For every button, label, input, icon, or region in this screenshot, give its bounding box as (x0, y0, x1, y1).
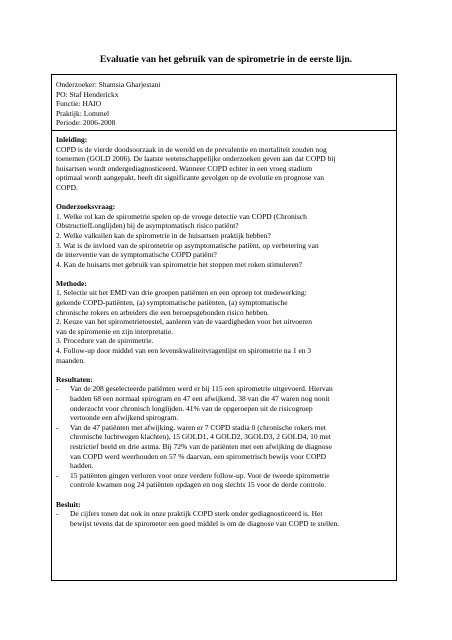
result-line: controle kwamen nog 24 patiënten opdagen en nog slechts 15 voor de derde controle. (70, 480, 327, 490)
section-heading: Besluit: (56, 499, 81, 509)
section-heading: Inleiding: (56, 134, 88, 144)
method-line: van de spiromenie en zijn interpretatie. (56, 326, 174, 336)
method-line: gekende COPD-patiënten, (a) symptomatische patiënten, (a) symptomatische (56, 298, 288, 308)
method-line: 1. Selectie uit het EMD van drie groepen patiënten en een oproep tot medewerking: (56, 288, 307, 298)
section-heading: Methode: (56, 278, 87, 288)
result-item (56, 423, 396, 471)
result-line: hadden. (70, 461, 94, 471)
conclusion-line: bewijst tevens dat de spirometer een goed middel is om de diagnose van COPD te stellen. (70, 518, 340, 528)
section-methode (56, 279, 396, 365)
question-line: 4. Kan de huisarts met gebruik van spirometrie het stoppen met roken stimuleren? (56, 259, 302, 269)
result-line: Van de 47 patiënten met afwijking, waren er 7 COPD stadia 0 (chronische rokers met (70, 422, 326, 432)
bullet-dash: - (56, 384, 59, 394)
conclusion-item (56, 509, 396, 528)
info-practice: Praktijk: Lommel (56, 108, 110, 118)
method-line: 3. Procedure van de spirometrie. (56, 336, 154, 346)
method-line: chronische rokers en arbeiders die een beroepsgebonden risico hebben. (56, 307, 270, 317)
paragraph-line: COPD. (56, 182, 78, 192)
question-line: 3. Wat is de invloed van de spirometrie op asymptomatische patiënt, op verbetering van (56, 240, 319, 250)
info-function: Functie: HAIO (56, 99, 102, 109)
section-resultaten (56, 375, 396, 490)
method-line: maanden. (56, 355, 85, 365)
document-title: Evaluatie van het gebruik van de spirometrie in de eerste lijn. (99, 54, 353, 65)
method-line: 2. Keuze van het spirometrietoestel, aanleren van de vaardigheden voor het uitvoeren (56, 317, 312, 327)
result-line: van COPD werd weerhouden en 57 % daarvan, een spirometrisch bewijs voor COPD (70, 451, 326, 461)
result-item (56, 471, 396, 490)
question-line: ObstructiefLonglijden) bij de asymptomatisch risico patiënt? (56, 221, 239, 231)
conclusion-line: De cijfers tonen dat ook in onze praktijk COPD sterk onder gediagnosticeerd is. Het (70, 509, 323, 519)
result-line: restrictief beeld en drie astma. Bij 72% van de patiënten met een afwijking de diagnose (70, 441, 332, 451)
method-line: 4. Follow-up door middel van een levenskwaliteitvragenlijst en spirometrie na 1 en 3 (56, 346, 312, 356)
paragraph-line: huisartsen wordt ondergediagnosticeerd. Wanneer COPD echter in een vroeg stadium (56, 163, 313, 173)
question-line: 1. Welke rol kan de spirometrie spelen op de vroege detectie van COPD (Chronisch (56, 211, 307, 221)
paragraph-line: optimaal wordt aangepakt, heeft dit significante gevolgen op de evolutie en prognose van (56, 173, 325, 183)
result-line: onderzocht voor chronisch longlijden. 41% van de opgeroepen uit de risicogroep (70, 403, 313, 413)
paragraph-line: toenemen (GOLD 2006). De laatste wetenschappelijke onderzoeken geven aan dat COPD bij (56, 154, 336, 164)
section-heading: Resultaten: (56, 374, 93, 384)
bullet-dash: - (56, 470, 59, 480)
bullet-dash: - (56, 509, 59, 519)
info-po: PO: Staf Henderickx (56, 89, 119, 99)
section-onderzoeksvraag (56, 202, 396, 269)
result-line: chronische luchtwegen klachten), 15 GOLD1, 4 GOLD2, 3GOLD3, 2 GOLD4, 10 met (70, 432, 331, 442)
result-line: 15 patiënten gingen verloren voor onze verdere follow-up. Voor de tweede spirometrie (70, 470, 330, 480)
content-box (51, 74, 397, 581)
info-researcher: Onderzoeker: Shamsia Gharjestani (56, 80, 161, 89)
info-period: Periode: 2006-2008 (56, 118, 116, 128)
section-besluit (56, 500, 396, 529)
result-line: hadden 68 een normaal spirogram en 47 een afwijkend. 38 van die 47 waren nog nooit (70, 394, 330, 403)
bullet-dash: - (56, 422, 59, 432)
section-heading: Onderzoeksvraag: (56, 202, 116, 212)
question-line: de interventie van de symptomatische COPD patiënt? (56, 250, 217, 260)
result-line: vertoonde een afwijkend spirogram. (70, 413, 179, 423)
result-item (56, 384, 396, 422)
result-line: Van de 208 geselecteerde patiënten werd er bij 115 een spirometrie uitgevoerd. Hiervan (70, 384, 333, 394)
researcher-info (52, 75, 396, 131)
paragraph-line: COPD is de vierde doodsoorzaak in de wereld en de prevalentie en mortaliteit zouden nog (56, 144, 327, 154)
section-inleiding (56, 135, 396, 193)
question-line: 2. Welke valkuilen kan de spirometrie in de huisartsen praktijk hebben? (56, 230, 271, 240)
